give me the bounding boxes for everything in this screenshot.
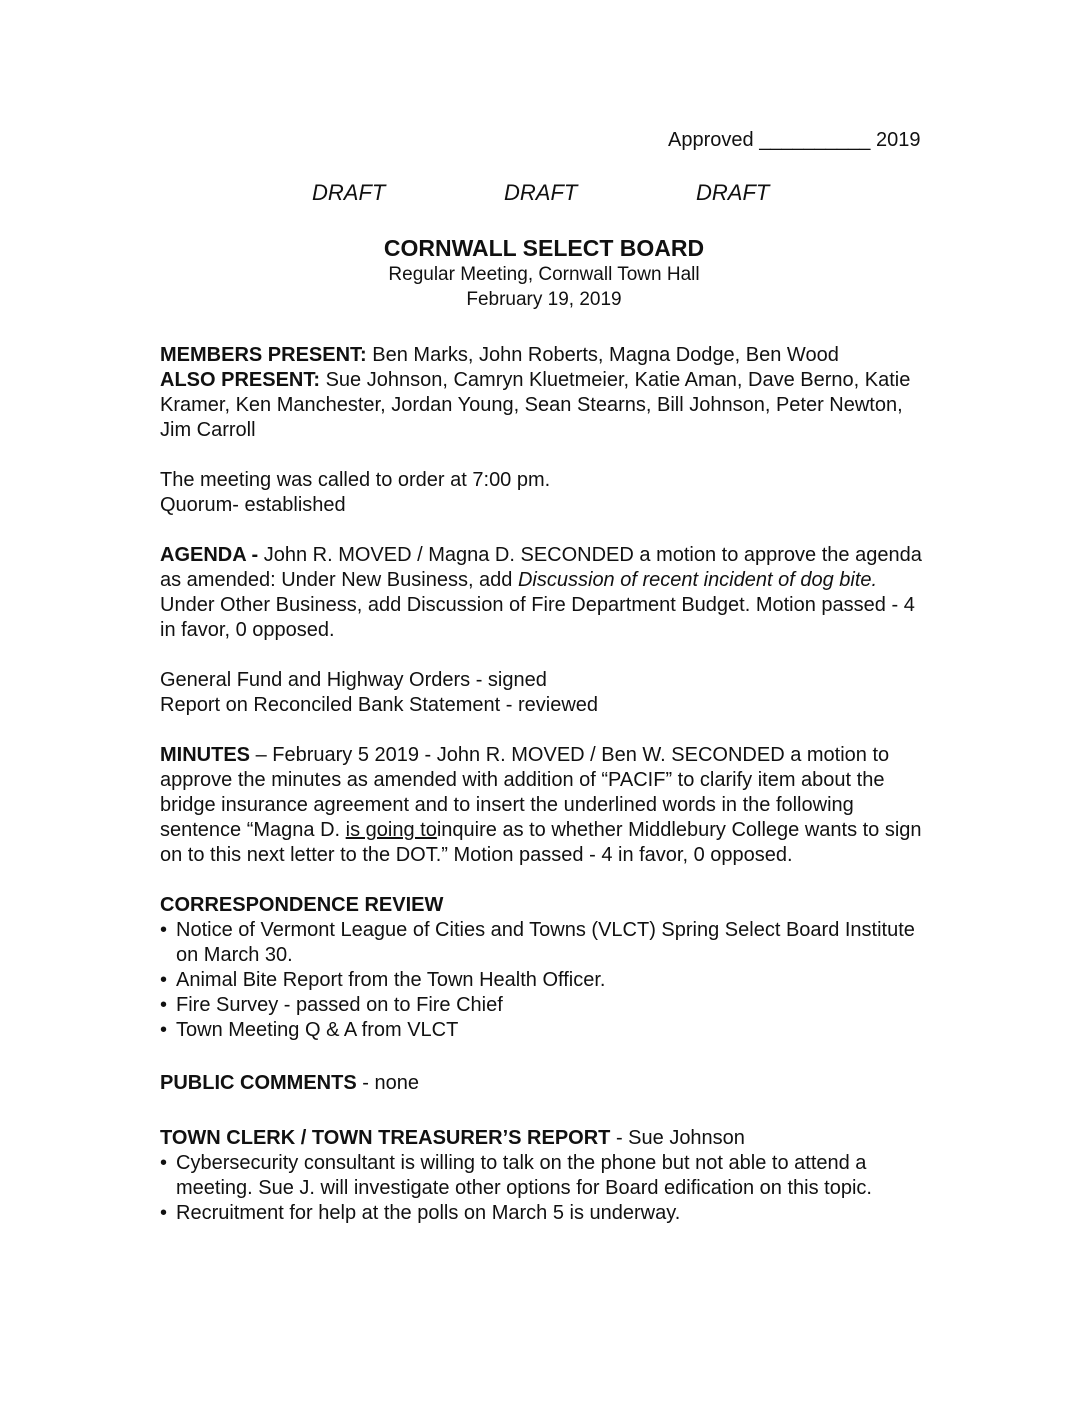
agenda-text-continued: Under Other Business, add Discussion of Fire Department Budget. Motion passed - 4 in favor, 0 opposed.: [160, 594, 915, 641]
list-item: • Recruitment for help at the polls on March 5 is underway.: [160, 1201, 935, 1226]
list-item: • Cybersecurity consultant is willing to talk on the phone but not able to attend a meeting. Sue J. will investigate other options for Board edification on this topic.: [160, 1151, 935, 1201]
clerk-report-section: [160, 1126, 935, 1226]
approved-blank: __________: [759, 129, 871, 151]
draft-mark-2: DRAFT: [504, 180, 578, 205]
public-comments-section: [160, 1071, 935, 1096]
minutes-label: MINUTES: [160, 744, 250, 766]
agenda-section: [160, 543, 935, 643]
minutes-underlined-words: is going to: [345, 819, 437, 841]
draft-mark-1: DRAFT: [312, 180, 386, 205]
list-item: • Animal Bite Report from the Town Health Officer.: [160, 968, 935, 993]
bank-statement-line: Report on Reconciled Bank Statement - reviewed: [160, 694, 599, 716]
list-item: • Notice of Vermont League of Cities and Towns (VLCT) Spring Select Board Institute on March 30.: [160, 918, 935, 968]
meeting-date: February 19, 2019: [466, 289, 622, 310]
orders-section: [160, 668, 935, 718]
members-present-names: Ben Marks, John Roberts, Magna Dodge, Ben Wood: [372, 344, 839, 366]
minutes-text-continued: inquire as to whether Middlebury College wants to sign on to this next letter to the DOT.” Motion passed - 4 in favor, 0 opposed.: [160, 819, 922, 866]
quorum-line: Quorum- established: [160, 494, 346, 516]
document-header: [300, 234, 788, 312]
meeting-subtitle: Regular Meeting, Cornwall Town Hall: [388, 264, 700, 285]
approved-label: Approved: [668, 129, 754, 151]
document-body: [160, 343, 935, 1226]
correspondence-section: [160, 893, 935, 1043]
agenda-text: John R. MOVED / Magna D. SECONDED a motion to approve the agenda as amended: Under New Business, add: [160, 544, 922, 591]
draft-mark-3: DRAFT: [696, 180, 770, 205]
agenda-label: AGENDA -: [160, 544, 259, 566]
correspondence-list: [160, 918, 935, 1043]
list-item: • Fire Survey - passed on to Fire Chief: [160, 993, 935, 1018]
public-comments-label: PUBLIC COMMENTS: [160, 1072, 357, 1094]
opening-section: [160, 468, 935, 518]
public-comments-text: - none: [362, 1072, 419, 1094]
members-present-line: [160, 343, 935, 368]
orders-line: General Fund and Highway Orders - signed: [160, 669, 547, 691]
members-section: [160, 343, 935, 443]
clerk-report-heading-line: [160, 1126, 935, 1151]
also-present-line: [160, 368, 935, 443]
members-present-label: MEMBERS PRESENT:: [160, 344, 367, 366]
clerk-report-presenter: - Sue Johnson: [615, 1127, 745, 1149]
correspondence-heading: CORRESPONDENCE REVIEW: [160, 894, 444, 916]
also-present-names: Sue Johnson, Camryn Kluetmeier, Katie Aman, Dave Berno, Katie Kramer, Ken Manchester, Jordan Young, Sean Stearns, Bill Johnson, Peter Newton, Jim Carroll: [160, 369, 911, 441]
page-title: CORNWALL SELECT BOARD: [383, 235, 705, 261]
approved-year: 2019: [875, 129, 921, 151]
agenda-italic-item: Discussion of recent incident of dog bite.: [517, 569, 878, 591]
minutes-section: [160, 743, 935, 868]
clerk-report-label: TOWN CLERK / TOWN TREASURER’S REPORT: [160, 1127, 611, 1149]
call-to-order: The meeting was called to order at 7:00 pm.: [160, 469, 551, 491]
clerk-report-list: [160, 1151, 935, 1226]
list-item: • Town Meeting Q & A from VLCT: [160, 1018, 935, 1043]
minutes-text: – February 5 2019 - John R. MOVED / Ben W. SECONDED a motion to approve the minutes as amended with addition of “PACIF” to clarify item about the bridge insurance agreement and to insert the underlined words in the following sentence “Magna D.: [160, 744, 890, 841]
approved-line: [668, 128, 938, 153]
also-present-label: ALSO PRESENT:: [160, 369, 321, 391]
